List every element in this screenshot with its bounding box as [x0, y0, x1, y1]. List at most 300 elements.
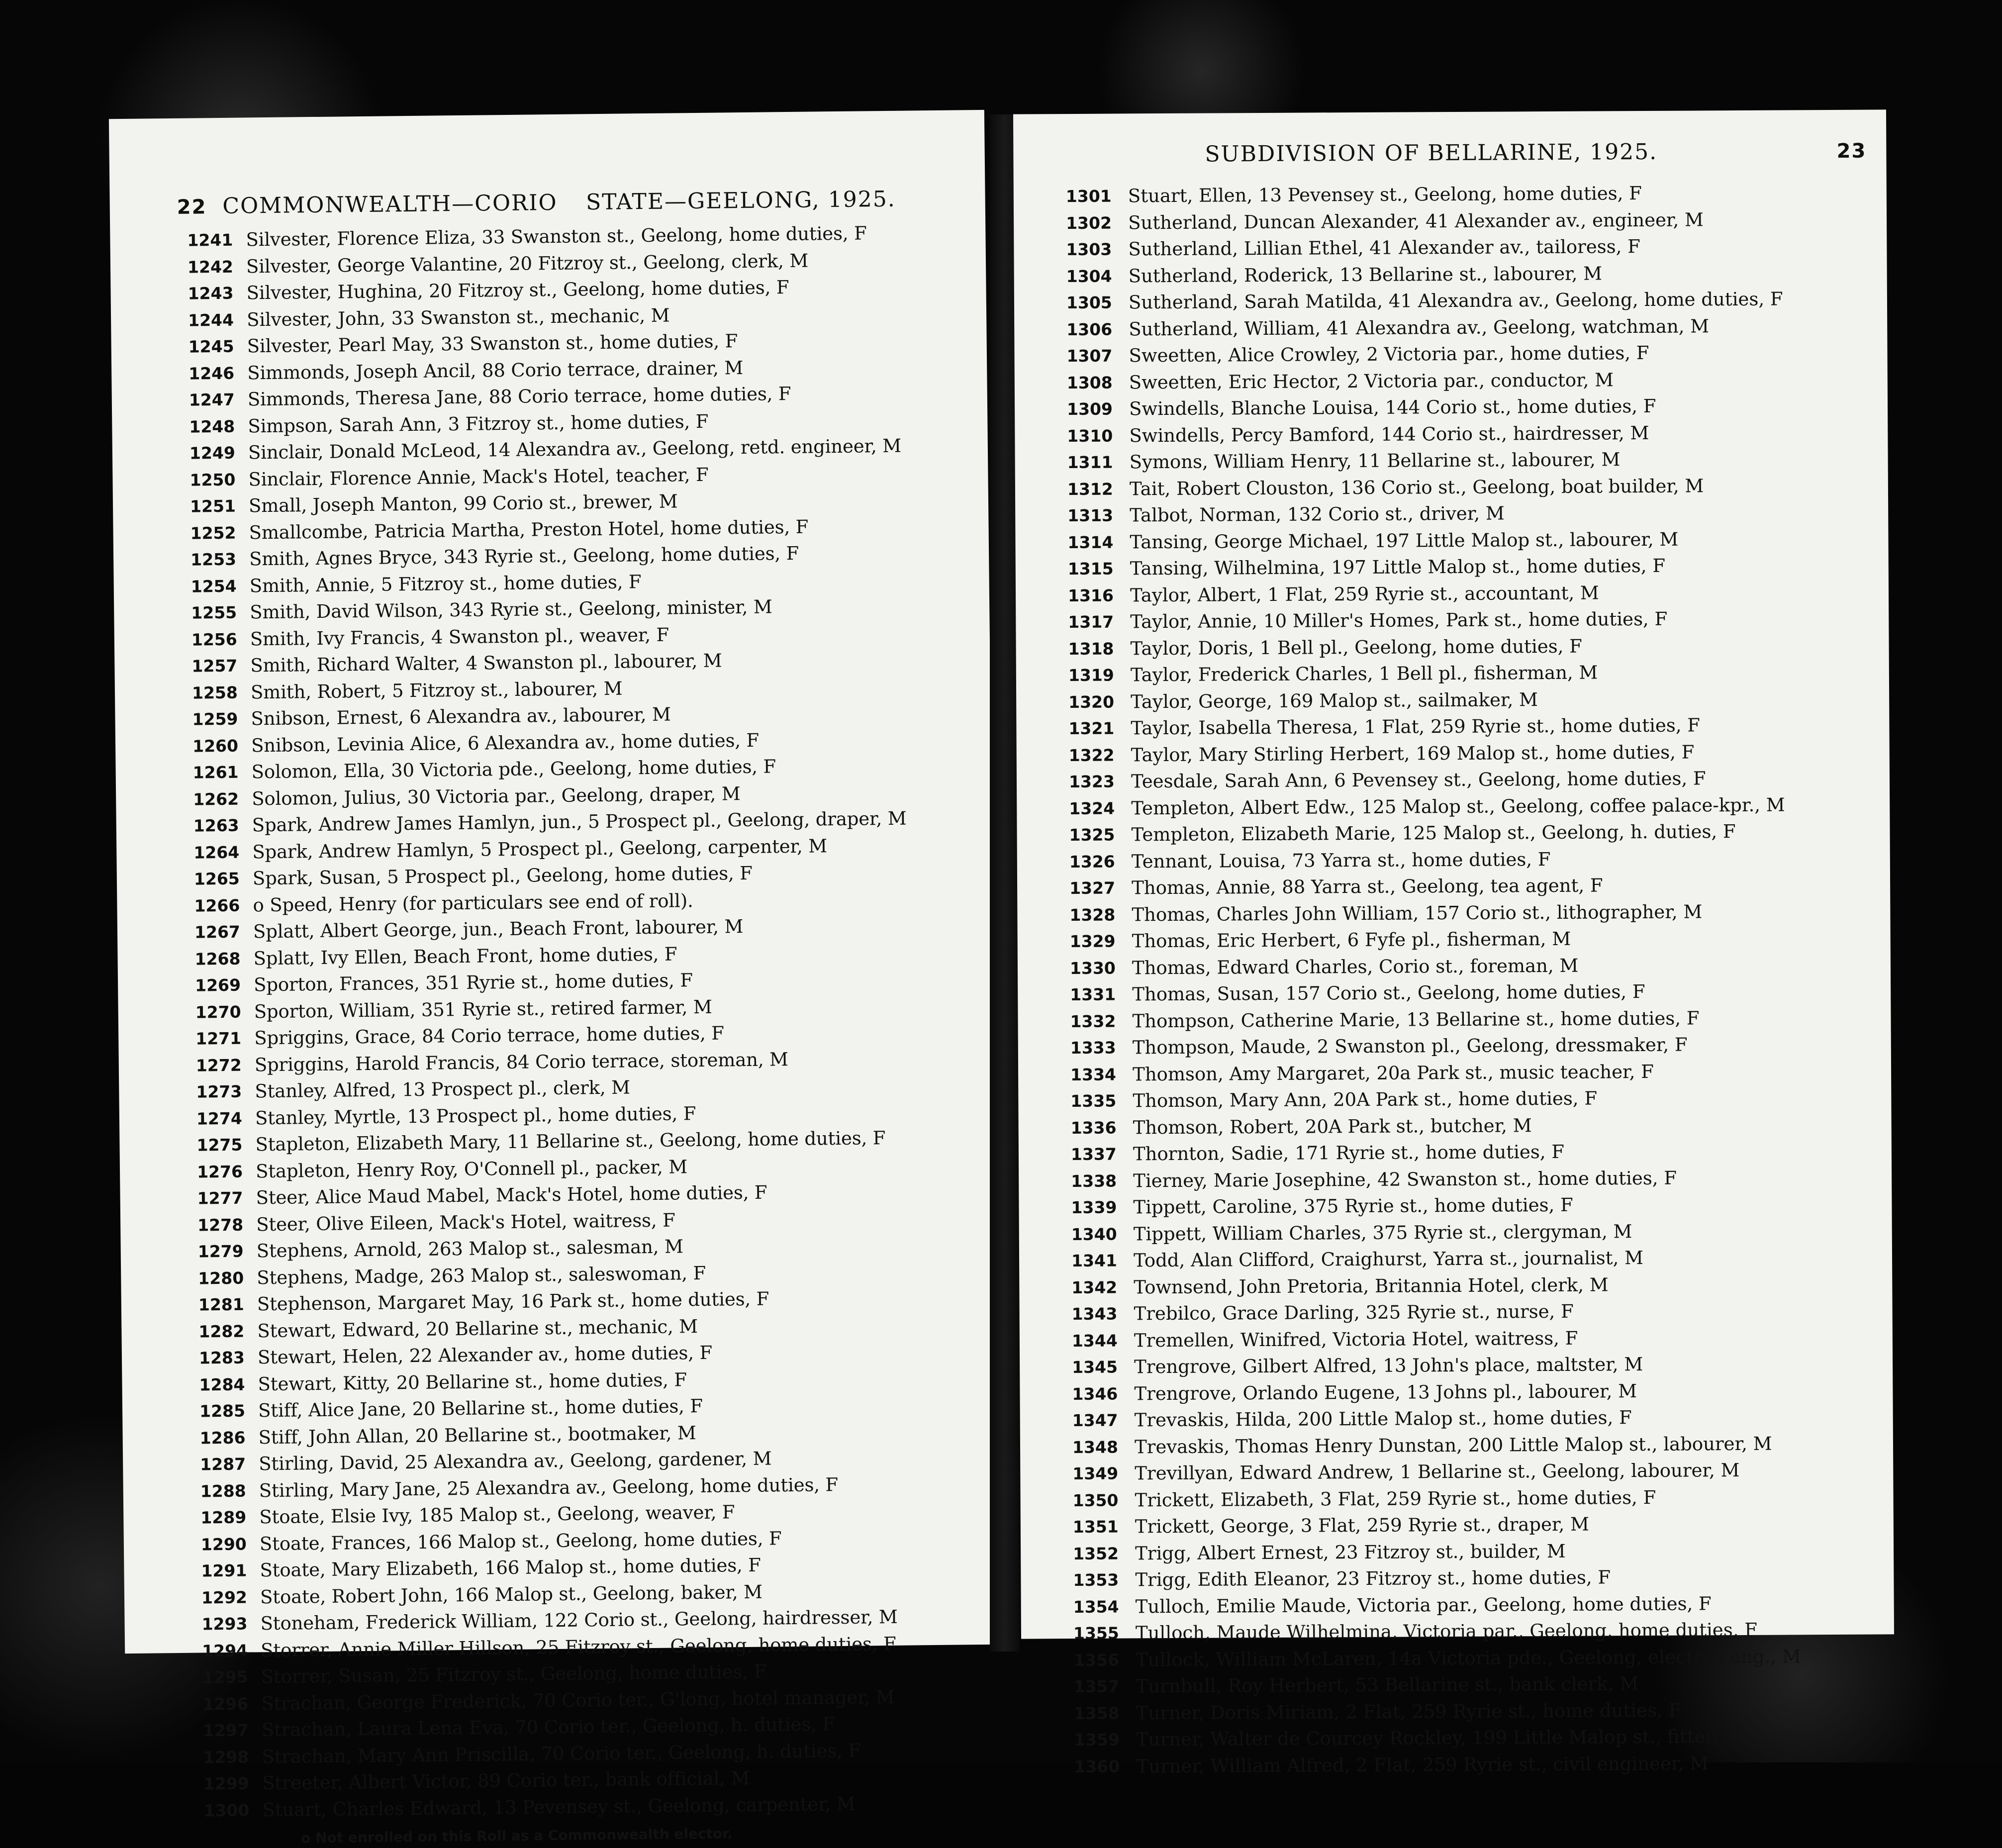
entry-text: Streeter, Albert Victor, 89 Corio ter., bank official, M: [262, 1767, 750, 1794]
entry-number: 1355: [1073, 1623, 1119, 1644]
entry-number: 1293: [201, 1614, 248, 1634]
entry-number: 1294: [201, 1641, 248, 1661]
entry-number: 1323: [1068, 772, 1115, 792]
roll-entry: [1069, 818, 1870, 849]
entry-text: Silvester, Florence Eliza, 33 Swanston st., Geelong, home duties, F: [246, 222, 867, 251]
roll-entry: [1072, 1483, 1873, 1514]
entry-number: 1335: [1070, 1091, 1117, 1111]
entry-text: Sinclair, Florence Annie, Mack's Hotel, teacher, F: [248, 464, 709, 490]
entry-text: Thomson, Mary Ann, 20A Park st., home duties, F: [1133, 1087, 1598, 1112]
entry-number: 1274: [196, 1108, 243, 1129]
roll-entry: [1068, 658, 1869, 689]
entry-text: Taylor, Isabella Theresa, 1 Flat, 259 Ryrie st., home duties, F: [1131, 714, 1701, 739]
entry-text: Turnbull, Roy Herbert, 53 Bellarine st., bank clerk, M: [1136, 1673, 1639, 1697]
entry-number: 1278: [197, 1215, 244, 1235]
roll-entry: [1070, 1031, 1871, 1062]
entry-text: Trigg, Albert Ernest, 23 Fitzroy st., builder, M: [1135, 1540, 1566, 1564]
entry-text: Sutherland, Sarah Matilda, 41 Alexandra av., Geelong, home duties, F: [1128, 288, 1783, 313]
entry-text: Swindells, Blanche Louisa, 144 Corio st., home duties, F: [1129, 395, 1656, 420]
entry-number: 1360: [1074, 1756, 1120, 1776]
entry-number: 1246: [189, 363, 235, 384]
entry-number: 1326: [1069, 852, 1115, 872]
entry-text: Stapleton, Henry Roy, O'Connell pl., packer, M: [255, 1156, 688, 1182]
entry-text: Taylor, Mary Stirling Herbert, 169 Malop st., home duties, F: [1131, 741, 1695, 766]
roll-entry: [1067, 365, 1868, 396]
entry-number: 1269: [194, 975, 241, 995]
roll-entry: [1066, 232, 1867, 263]
entry-text: Thomas, Edward Charles, Corio st., foreman, M: [1132, 955, 1579, 978]
entry-number: 1311: [1067, 452, 1113, 473]
entry-text: Todd, Alan Clifford, Craighurst, Yarra st., journalist, M: [1133, 1247, 1644, 1271]
entry-text: Tennant, Louisa, 73 Yarra st., home duties, F: [1131, 848, 1551, 872]
roll-entry: [1067, 392, 1868, 423]
right-running-header: [1065, 137, 1866, 169]
roll-entry: [1068, 684, 1869, 715]
left-header-state: STATE—GEELONG, 1925.: [585, 186, 896, 215]
entry-number: 1303: [1066, 239, 1112, 260]
entry-number: 1297: [202, 1720, 249, 1741]
entry-text: Storrer, Susan, 25 Fitzroy st., Geelong, home duties, F: [261, 1660, 767, 1688]
entry-number: 1287: [200, 1454, 246, 1474]
entry-text: Stoneham, Frederick William, 122 Corio st., Geelong, hairdresser, M: [260, 1606, 898, 1635]
entry-text: Simmonds, Joseph Ancil, 88 Corio terrace, drainer, M: [247, 357, 744, 384]
entry-number: 1254: [191, 576, 237, 596]
entry-number: 1241: [187, 230, 233, 250]
entry-text: Thomson, Amy Margaret, 20a Park st., music teacher, F: [1132, 1061, 1654, 1085]
left-page: [109, 110, 1000, 1847]
entry-text: Thomson, Robert, 20A Park st., butcher, M: [1133, 1114, 1532, 1138]
entry-text: Sporton, William, 351 Ryrie st., retired farmer, M: [254, 996, 712, 1022]
entry-text: Smith, Agnes Bryce, 343 Ryrie st., Geelong, home duties, F: [249, 542, 799, 570]
entry-number: 1250: [190, 470, 236, 490]
roll-entry: [1074, 1723, 1875, 1753]
entry-number: 1310: [1067, 426, 1113, 446]
entry-number: 1255: [191, 602, 237, 623]
roll-entry: [1070, 1084, 1871, 1115]
entry-number: 1257: [191, 656, 238, 676]
entry-text: Tansing, Wilhelmina, 197 Little Malop st., home duties, F: [1130, 555, 1666, 580]
roll-entry: [1073, 1643, 1874, 1673]
entry-text: Stoate, Frances, 166 Malop st., Geelong, home duties, F: [259, 1527, 782, 1555]
left-page-number: 22: [177, 195, 207, 219]
entry-number: 1285: [199, 1401, 246, 1421]
roll-entry: [1069, 738, 1870, 769]
entry-number: 1357: [1073, 1676, 1120, 1697]
entry-number: 1312: [1067, 479, 1113, 499]
entry-number: 1330: [1069, 958, 1116, 978]
entry-text: Teesdale, Sarah Ann, 6 Pevensey st., Geelong, home duties, F: [1131, 768, 1706, 792]
entry-number: 1348: [1072, 1437, 1118, 1457]
entry-text: Snibson, Levinia Alice, 6 Alexandra av., home duties, F: [251, 729, 760, 756]
entry-text: Silvester, Pearl May, 33 Swanston st., home duties, F: [247, 330, 738, 357]
entry-text: Thornton, Sadie, 171 Ryrie st., home duties, F: [1133, 1141, 1565, 1165]
entry-number: 1290: [200, 1534, 247, 1555]
entry-number: 1268: [194, 949, 241, 969]
entry-number: 1325: [1069, 825, 1115, 845]
roll-entry: [1067, 418, 1868, 449]
roll-entry: [1070, 1057, 1871, 1088]
entry-text: Taylor, Annie, 10 Miller's Homes, Park st., home duties, F: [1130, 608, 1668, 633]
entry-text: Stirling, Mary Jane, 25 Alexandra av., Geelong, home duties, F: [259, 1473, 839, 1501]
entry-number: 1280: [198, 1268, 244, 1288]
entry-number: 1343: [1071, 1304, 1118, 1324]
roll-entry: [1068, 578, 1869, 609]
entry-number: 1276: [196, 1162, 243, 1182]
roll-entry: [1074, 1696, 1875, 1727]
entry-number: 1263: [193, 815, 239, 836]
entry-text: Trevaskis, Thomas Henry Dunstan, 200 Little Malop st., labourer, M: [1134, 1433, 1772, 1458]
roll-entry: [1073, 1510, 1874, 1541]
entry-number: 1322: [1068, 745, 1115, 765]
entry-text: Taylor, Doris, 1 Bell pl., Geelong, home duties, F: [1130, 635, 1582, 659]
entry-text: Smith, Robert, 5 Fitzroy st., labourer, M: [250, 678, 623, 703]
entry-text: Stewart, Helen, 22 Alexander av., home duties, F: [257, 1342, 713, 1368]
entry-text: Sweetten, Alice Crowley, 2 Victoria par., home duties, F: [1129, 342, 1649, 367]
entry-text: Sinclair, Donald McLeod, 14 Alexandra av., Geelong, retd. engineer, M: [248, 435, 902, 464]
right-page: [1013, 109, 1894, 1777]
entry-text: Stirling, David, 25 Alexandra av., Geelong, gardener, M: [258, 1448, 772, 1475]
entry-number: 1339: [1071, 1197, 1117, 1218]
entry-text: Stanley, Myrtle, 13 Prospect pl., home duties, F: [255, 1102, 696, 1129]
entry-text: Tansing, George Michael, 197 Little Malop st., labourer, M: [1130, 528, 1679, 553]
entry-text: Sutherland, Roderick, 13 Bellarine st., labourer, M: [1128, 262, 1603, 287]
entry-number: 1301: [1065, 186, 1112, 206]
roll-entry: [1071, 1164, 1872, 1194]
entry-number: 1349: [1072, 1463, 1119, 1484]
roll-entry: [1071, 1217, 1872, 1248]
entry-number: 1334: [1070, 1065, 1117, 1084]
roll-entry: [1070, 1004, 1871, 1035]
roll-entry: [1072, 1376, 1873, 1407]
roll-entry: [1068, 552, 1869, 583]
entry-text: Solomon, Ella, 30 Victoria pde., Geelong, home duties, F: [251, 756, 776, 783]
entry-text: o Speed, Henry (for particulars see end of roll).: [253, 889, 693, 916]
entry-number: 1306: [1066, 319, 1113, 339]
entry-text: Spark, Susan, 5 Prospect pl., Geelong, home duties, F: [252, 862, 753, 889]
roll-entry: [1071, 1137, 1872, 1168]
roll-entry: [1069, 765, 1870, 795]
entry-text: Solomon, Julius, 30 Victoria par., Geelong, draper, M: [251, 782, 741, 809]
roll-entry: [1068, 631, 1869, 662]
entry-number: 1354: [1073, 1597, 1119, 1617]
entry-number: 1352: [1073, 1544, 1119, 1563]
entry-text: Tulloch, Emilie Maude, Victoria par., Geelong, home duties, F: [1135, 1592, 1712, 1617]
entry-text: Templeton, Elizabeth Marie, 125 Malop st., Geelong, h. duties, F: [1131, 821, 1736, 846]
roll-entry: [1066, 312, 1867, 343]
roll-entry: [1070, 924, 1871, 955]
entry-number: 1336: [1070, 1118, 1117, 1138]
entry-number: 1262: [193, 789, 239, 809]
entry-number: 1314: [1067, 532, 1114, 552]
entry-number: 1284: [199, 1374, 245, 1395]
entry-number: 1346: [1072, 1384, 1118, 1404]
left-header-title: COMMONWEALTH—CORIO: [222, 190, 558, 219]
entry-number: 1307: [1066, 346, 1113, 366]
entry-number: 1319: [1068, 665, 1114, 685]
entry-text: Sutherland, Duncan Alexander, 41 Alexander av., engineer, M: [1128, 208, 1704, 233]
entry-number: 1338: [1071, 1171, 1117, 1191]
entry-text: Sporton, Frances, 351 Ryrie st., home duties, F: [253, 970, 693, 996]
entry-text: Thomas, Annie, 88 Yarra st., Geelong, tea agent, F: [1132, 875, 1603, 899]
roll-entry: [1070, 977, 1871, 1008]
entry-number: 1253: [190, 549, 237, 570]
entry-text: Tremellen, Winifred, Victoria Hotel, waitress, F: [1134, 1327, 1578, 1351]
entry-text: Strachan, George Frederick, 70 Corio ter., G'long, hotel manager, M: [261, 1686, 895, 1714]
entry-text: Stephenson, Margaret May, 16 Park st., home duties, F: [257, 1288, 769, 1315]
right-entry-list: [1066, 179, 1875, 1780]
entry-text: Symons, William Henry, 11 Bellarine st., labourer, M: [1129, 449, 1621, 473]
entry-text: Townsend, John Pretoria, Britannia Hotel, clerk, M: [1134, 1273, 1609, 1298]
entry-text: Stoate, Robert John, 166 Malop st., Geelong, baker, M: [260, 1581, 763, 1608]
entry-number: 1317: [1068, 612, 1114, 632]
left-running-header: [177, 185, 965, 221]
entry-text: Smith, Richard Walter, 4 Swanston pl., labourer, M: [250, 650, 722, 677]
entry-number: 1277: [197, 1188, 243, 1208]
entry-text: Spark, Andrew Hamlyn, 5 Prospect pl., Geelong, carpenter, M: [252, 835, 828, 863]
roll-entry: [1067, 445, 1868, 476]
entry-text: Swindells, Percy Bamford, 144 Corio st., hairdresser, M: [1129, 422, 1649, 446]
entry-text: Strachan, Mary Ann Priscilla, 70 Corio ter., Geelong, h. duties, F: [262, 1740, 861, 1767]
entry-number: 1309: [1066, 399, 1113, 419]
roll-entry: [1068, 605, 1869, 636]
entry-number: 1271: [195, 1028, 242, 1049]
entry-text: Sutherland, William, 41 Alexandra av., Geelong, watchman, M: [1129, 315, 1710, 340]
entry-text: Stapleton, Elizabeth Mary, 11 Bellarine st., Geelong, home duties, F: [255, 1127, 886, 1156]
entry-number: 1347: [1072, 1410, 1118, 1431]
entry-number: 1291: [201, 1560, 247, 1581]
entry-text: Small, Joseph Manton, 99 Corio st., brewer, M: [248, 490, 678, 517]
roll-entry: [1074, 1749, 1875, 1780]
entry-text: Stephens, Arnold, 263 Malop st., salesman, M: [256, 1236, 683, 1262]
entry-text: Silvester, Hughina, 20 Fitzroy st., Geelong, home duties, F: [246, 276, 789, 304]
entry-text: Trevaskis, Hilda, 200 Little Malop st., home duties, F: [1134, 1407, 1632, 1431]
entry-number: 1260: [192, 736, 239, 756]
entry-number: 1345: [1072, 1357, 1118, 1377]
entry-number: 1299: [203, 1773, 250, 1794]
roll-entry: [1071, 1297, 1872, 1328]
entry-text: Tippett, William Charles, 375 Ryrie st., clergyman, M: [1133, 1220, 1632, 1245]
roll-entry: [1066, 179, 1867, 210]
roll-entry: [1073, 1616, 1874, 1647]
entry-number: 1318: [1068, 639, 1114, 659]
entry-number: 1242: [187, 257, 234, 277]
entry-text: Smith, Annie, 5 Fitzroy st., home duties, F: [249, 571, 642, 596]
entry-number: 1342: [1071, 1277, 1118, 1297]
entry-text: Trebilco, Grace Darling, 325 Ryrie st., nurse, F: [1134, 1300, 1574, 1325]
entry-text: Stuart, Ellen, 13 Pevensey st., Geelong, home duties, F: [1128, 183, 1642, 207]
entry-text: Trickett, Elizabeth, 3 Flat, 259 Ryrie st., home duties, F: [1135, 1486, 1656, 1511]
roll-entry: [1066, 286, 1867, 316]
roll-entry: [1073, 1669, 1874, 1700]
entry-text: Thompson, Maude, 2 Swanston pl., Geelong, dressmaker, F: [1132, 1034, 1688, 1059]
entry-text: Silvester, John, 33 Swanston st., mechanic, M: [246, 304, 670, 330]
entry-number: 1273: [196, 1081, 242, 1102]
entry-text: Tierney, Marie Josephine, 42 Swanston st., home duties, F: [1133, 1167, 1677, 1191]
roll-entry: [1072, 1350, 1873, 1381]
entry-text: Taylor, Albert, 1 Flat, 259 Ryrie st., accountant, M: [1130, 582, 1599, 606]
entry-number: 1304: [1066, 266, 1112, 286]
roll-entry: [1071, 1270, 1872, 1301]
entry-number: 1313: [1067, 505, 1114, 526]
entry-text: Turner, William Alfred, 2 Flat, 259 Ryrie st., civil engineer, M: [1136, 1752, 1709, 1777]
entry-text: Turner, Walter de Courcey Rockley, 199 Little Malop st., fitter, M: [1136, 1725, 1743, 1751]
entry-number: 1289: [200, 1507, 247, 1528]
roll-entry: [1066, 259, 1867, 290]
entry-text: Splatt, Albert George, jun., Beach Front, labourer, M: [253, 916, 744, 943]
entry-number: 1359: [1073, 1730, 1120, 1750]
entry-text: Templeton, Albert Edw., 125 Malop st., Geelong, coffee palace-kpr., M: [1131, 794, 1785, 819]
roll-entry: [1067, 472, 1868, 502]
roll-entry: [1069, 871, 1870, 902]
entry-number: 1282: [198, 1321, 245, 1342]
roll-entry: [1071, 1190, 1872, 1221]
entry-number: 1279: [197, 1241, 244, 1262]
entry-number: 1353: [1073, 1570, 1119, 1590]
left-entry-list: [187, 219, 982, 1824]
entry-number: 1324: [1069, 798, 1115, 818]
entry-number: 1298: [203, 1747, 249, 1767]
entry-text: Trevillyan, Edward Andrew, 1 Bellarine st., Geelong, labourer, M: [1135, 1459, 1740, 1484]
roll-entry: [1068, 711, 1869, 742]
entry-number: 1261: [192, 762, 239, 782]
entry-text: Taylor, Frederick Charles, 1 Bell pl., fisherman, M: [1130, 662, 1598, 686]
entry-text: Steer, Olive Eileen, Mack's Hotel, waitress, F: [256, 1209, 675, 1235]
entry-number: 1308: [1066, 373, 1113, 392]
roll-entry: [1072, 1403, 1873, 1434]
entry-text: Stiff, Alice Jane, 20 Bellarine st., home duties, F: [258, 1395, 703, 1422]
entry-text: Tait, Robert Clouston, 136 Corio st., Geelong, boat builder, M: [1129, 475, 1704, 499]
roll-entry: [1072, 1457, 1873, 1487]
right-page-number: 23: [1836, 139, 1867, 163]
entry-text: Simpson, Sarah Ann, 3 Fitzroy st., home duties, F: [248, 410, 709, 437]
entry-number: 1251: [190, 496, 236, 516]
footnote: o Not enrolled on this Roll as a Commonwealth elector.: [300, 1825, 733, 1847]
entry-number: 1333: [1070, 1038, 1116, 1058]
roll-entry: [1066, 205, 1867, 236]
entry-number: 1244: [188, 310, 234, 330]
entry-number: 1344: [1071, 1331, 1118, 1351]
entry-number: 1358: [1073, 1703, 1120, 1723]
entry-text: Tullock, William McLaren, 14a Victoria pde., Geelong, electrcl. eng., M: [1136, 1645, 1801, 1670]
entry-text: Talbot, Norman, 132 Corio st., driver, M: [1130, 502, 1505, 526]
entry-text: Storrer, Annie Miller Hillson, 25 Fitzroy st., Geelong, home duties, F: [260, 1633, 896, 1661]
entry-number: 1283: [198, 1348, 245, 1368]
roll-entry: [1073, 1536, 1874, 1567]
entry-number: 1245: [188, 336, 234, 357]
entry-number: 1267: [194, 922, 241, 942]
roll-entry: [1069, 897, 1870, 928]
entry-number: 1296: [202, 1694, 249, 1714]
entry-number: 1252: [190, 523, 236, 543]
entry-text: Sweetten, Eric Hector, 2 Victoria par., conductor, M: [1129, 369, 1614, 393]
entry-number: 1300: [203, 1800, 250, 1820]
entry-text: Snibson, Ernest, 6 Alexandra av., labourer, M: [251, 703, 671, 730]
entry-text: Strachan, Laura Lena Eva, 70 Corio ter., Geelong, h. duties, F: [261, 1713, 836, 1741]
roll-entry: [1071, 1244, 1872, 1274]
entry-text: Stoate, Elsie Ivy, 185 Malop st., Geelong, weaver, F: [259, 1501, 735, 1528]
entry-text: Stiff, John Allan, 20 Bellarine st., bootmaker, M: [258, 1422, 696, 1448]
entry-number: 1295: [202, 1667, 248, 1687]
entry-number: 1281: [198, 1294, 244, 1315]
entry-number: 1337: [1070, 1144, 1117, 1165]
entry-text: Trengrove, Orlando Eugene, 13 Johns pl., labourer, M: [1134, 1380, 1637, 1404]
roll-entry: [1066, 339, 1867, 370]
entry-text: Stoate, Mary Elizabeth, 166 Malop st., home duties, F: [260, 1554, 762, 1581]
entry-text: Simmonds, Theresa Jane, 88 Corio terrace, home duties, F: [247, 383, 791, 410]
entry-text: Spriggins, Grace, 84 Corio terrace, home duties, F: [254, 1022, 724, 1049]
entry-text: Tulloch, Maude Wilhelmina, Victoria par., Geelong, home duties, F: [1135, 1619, 1758, 1644]
entry-number: 1316: [1067, 585, 1114, 605]
entry-number: 1320: [1068, 692, 1115, 712]
roll-entry: [1069, 844, 1870, 875]
entry-number: 1243: [188, 283, 234, 303]
entry-number: 1305: [1066, 292, 1112, 313]
entry-text: Smith, Ivy Francis, 4 Swanston pl., weaver, F: [250, 624, 669, 650]
entry-text: Turner, Doris Miriam, 2 Flat, 259 Ryrie st., home duties, F: [1136, 1699, 1682, 1724]
roll-entry: [1070, 951, 1871, 981]
entry-text: Taylor, George, 169 Malop st., sailmaker, M: [1131, 688, 1538, 712]
entry-number: 1327: [1069, 878, 1116, 898]
entry-text: Trigg, Edith Eleanor, 23 Fitzroy st., home duties, F: [1135, 1566, 1611, 1591]
roll-entry: [1069, 791, 1870, 822]
entry-number: 1328: [1069, 905, 1116, 925]
entry-text: Spark, Andrew James Hamlyn, jun., 5 Prospect pl., Geelong, draper, M: [252, 807, 907, 836]
entry-number: 1321: [1068, 718, 1115, 739]
entry-number: 1266: [194, 895, 240, 916]
roll-entry: [1067, 498, 1868, 529]
entry-text: Steer, Alice Maud Mabel, Mack's Hotel, home duties, F: [256, 1181, 767, 1209]
entry-number: 1259: [192, 709, 238, 729]
roll-entry: [1072, 1323, 1873, 1354]
entry-text: Tippett, Caroline, 375 Ryrie st., home duties, F: [1133, 1194, 1573, 1218]
entry-number: 1265: [193, 869, 240, 889]
entry-number: 1351: [1072, 1517, 1119, 1537]
entry-number: 1270: [195, 1002, 241, 1022]
entry-number: 1331: [1070, 984, 1116, 1005]
entry-text: Stephens, Madge, 263 Malop st., saleswoman, F: [257, 1262, 706, 1288]
entry-text: Splatt, Ivy Ellen, Beach Front, home duties, F: [253, 943, 677, 969]
entry-number: 1256: [191, 629, 237, 650]
entry-number: 1249: [189, 443, 235, 463]
entry-text: Stewart, Kitty, 20 Bellarine st., home duties, F: [258, 1368, 687, 1395]
roll-entry: [1073, 1589, 1874, 1620]
roll-entry: [1071, 1110, 1872, 1141]
roll-entry: [1073, 1563, 1874, 1594]
right-header-title: SUBDIVISION OF BELLARINE, 1925.: [1205, 139, 1658, 167]
entry-number: 1248: [189, 416, 235, 437]
roll-entry: [1072, 1430, 1873, 1460]
entry-number: 1332: [1070, 1011, 1116, 1031]
entry-number: 1302: [1066, 213, 1112, 233]
entry-number: 1286: [199, 1428, 246, 1448]
entry-text: Smith, David Wilson, 343 Ryrie st., Geelong, minister, M: [250, 596, 772, 623]
entry-number: 1264: [193, 842, 240, 863]
entry-number: 1258: [191, 682, 238, 703]
entry-number: 1288: [200, 1481, 246, 1501]
entry-number: 1350: [1072, 1490, 1119, 1510]
entry-number: 1341: [1071, 1251, 1118, 1271]
entry-text: Thompson, Catherine Marie, 13 Bellarine st., home duties, F: [1132, 1007, 1700, 1032]
entry-text: Stanley, Alfred, 13 Prospect pl., clerk, M: [255, 1076, 631, 1102]
entry-number: 1272: [195, 1055, 242, 1075]
entry-number: 1275: [196, 1135, 243, 1155]
entry-text: Thomas, Susan, 157 Corio st., Geelong, home duties, F: [1132, 980, 1645, 1005]
entry-text: Spriggins, Harold Francis, 84 Corio terrace, storeman, M: [254, 1048, 789, 1075]
entry-text: Thomas, Eric Herbert, 6 Fyfe pl., fisherman, M: [1132, 928, 1571, 952]
entry-number: 1315: [1067, 559, 1114, 579]
roll-entry: [1067, 525, 1868, 556]
entry-text: Smallcombe, Patricia Martha, Preston Hotel, home duties, F: [249, 516, 809, 543]
